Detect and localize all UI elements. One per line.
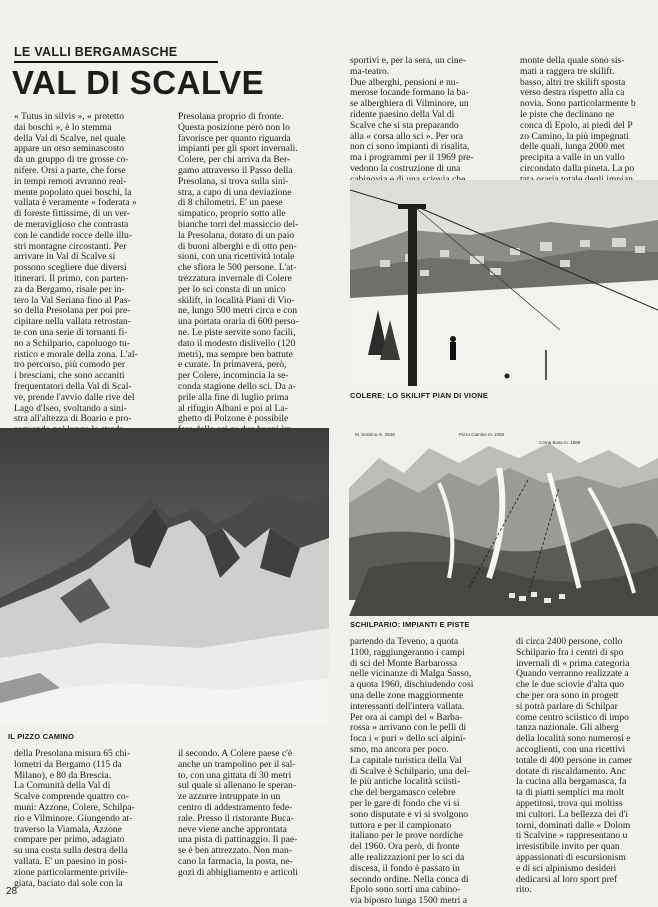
schilpario-map <box>349 428 658 616</box>
pizzo-camino-photo <box>0 428 329 725</box>
page-number: 28 <box>6 886 18 897</box>
text-column-4: monte della quale sono sis- mati a raggera tre skilift. basso, altri tre skilift sposta verso destra rispetto alla ca novia. Sono particolarmente b le piste che declinano ne conca di Epolo, ai piedi del P zo Camino, la più impegnati delle quali, lunga 2000 met precipita a valle in un vallo circondato dalla pineta. La po <box>520 55 636 174</box>
pizzo-camino-caption: IL PIZZO CAMINO <box>8 732 75 741</box>
kicker-rule <box>14 61 218 63</box>
map-label-corna-busa: Corna Busa m. 1869 <box>539 440 581 445</box>
map-label-sossino: M. Sossino m. 2548 <box>355 432 395 437</box>
article-title: VAL DI SCALVE <box>12 64 265 101</box>
skilift-caption: COLERE: LO SKILIFT PIAN DI VIONE <box>350 391 489 400</box>
text-column-1: « Tutus in silvis », « protetto dai boschi », è lo stemma della Val di Scalve, nel quale appare un orso seminascosto da un gruppo di tre grosse co- nifere. Orsi a parte, che forse in tempi remoti avranno real- mente popolato quei boschi, la vallata è veramente « foderata » di foreste fittissime, di un ver- de meraviglioso che contrasta con le candide rocce delle illu- stri montagne circostanti. Per arrivare in Val di Scalve si possono scegliere due diversi itinerari. Il primo, con parten- za da Bergamo, risale per in- tero la Val Seriana fino al Pas- so della Presolana per poi pre- cipitare nella vallata retrostan- te con una serie di tornanti fi- no a Schilpario, capoluogo tu- ristico e morale della zona. L'al- tro percorso, più comodo per i bresciani, che sono accaniti frequentatori della Val di Scal- ve, prende l'avvio dalle rive del Lago d'Iseo, svoltando a sini- stra all'altezza di Boario e pro- <box>14 111 138 425</box>
schilpario-caption: SCHILPARIO: IMPIANTI E PISTE <box>350 620 470 629</box>
text-column-3: sportivi e, per la sera, un cine- ma-teatro. Due alberghi, pensioni e nu- merose locande formano la ba- se alberghiera di Vilminore, un ridente paesino della Val di Scalve che si sta preparando alla « corsa allo sci ». Per ora non ci sono impianti di risalita, ma i programmi per il 1969 pre- vedono la costruzione di una <box>350 55 474 174</box>
text-column-2: Presolana proprio di fronte. Questa posizione però non lo favorisce per quanto riguarda impianti per gli sport invernali. Colere, per chi arriva da Ber- gamo attraverso il Passo della Presolana, si trova sulla sini- stra, a capo di una deviazione di 8 chilometri. E' un paese simpatico, proprio sotto alle bianche torri del massiccio del- la Presolana, dotato di un paio di buoni alberghi e di otto pen- sioni, con una ricettività totale che sfiora le 500 persone. L'at- trezzatura invernale di Colere per lo sci consta di un unico skilift, in località Piani di Vio- ne, lungo 500 metri circa e con una portata oraria di 600 perso- ne. Le piste servite sono facili, dato il modesto dislivello (120 metri), ma sempre ben battute e curate. In primavera, però, per Colere, incomincia la se- conda stagione dello sci. Da a- prile alla fine di luglio prima al rifugio Albani e poi al La- ghetto di Polzone è possibile <box>178 111 299 425</box>
section-kicker: LE VALLI BERGAMASCHE <box>14 45 178 59</box>
map-label-pizzo-camino: Pizzo Camino m. 2492 <box>459 432 505 437</box>
skilift-photo <box>350 180 658 388</box>
text-column-5: della Presolana misura 65 chi- lometri da Bergamo (115 da Milano), e 80 da Brescia. La Comunità della Val di Scalve comprende quattro co- muni: Azzone, Colere, Schilpa- rio e Vilminore. Giungendo at- traverso la Viamala, Azzone compare per primo, adagiato su una costa sulla destra della vallata. E' un paesino in posi- zione particolarmente privile- giata, baciato dal sole con la <box>14 748 135 889</box>
text-column-6: il secondo. A Colere paese c'è anche un trampolino per il sal- to, con una gittata di 30 metri sul quale si allenano le speran- ze azzurre intruppate in un centro di addestramento fede- rale. Presso il ristorante Bucа- neve viene anche approntata una pista di pattinaggio. Il pae- se è ben attrezzato. Non man- cano la farmacia, la posta, ne- gozi di abbigliamento e articoli <box>178 748 298 878</box>
text-column-7: partendo da Teveno, a quota 1100, raggiungeranno i campi di sci del Monte Barbarossa nelle vicinanze di Malga Sasso, a quota 1960, dischiudendo così una delle zone maggiormente interessanti dell'intera vallata. Per ora ai campi del « Barba- rossa » arrivano con le pelli di foca i « puri » dello sci alpini- smo, ma ancora per poco. La capitale turistica della Val di Scalve è Schilpario, una del- le più antiche località sciisti- che del bergamasco celebre per le gare di fondo che vi si sono disputate e vi si svolgono tuttora e per il campionato italiano per le prove nordiche del 1960. Ora però, di fronte alle realizzazioni per lo sci da discesa, il fondo è passato in secondo ordine. Nella conca di Epolo sono sorti una cabino- via biposto lunga 1500 metri a <box>350 636 474 907</box>
text-column-8: di circa 2400 persone, collo Schilpario fra i centri di spo invernali di « prima categoria Quando verranno realizzate a che le due sciovie d'alta quo che per ora sono in progett si potrà parlare di Schilpar come centro sciistico di impo tanza nazionale. Gli alberg della località sono numerosi e accoglienti, con una ricettivi totale di 400 persone in camer dotate di riscaldamento. Anc la cucina alla bergamasca, fa ta di piatti semplici ma molt appetitosi, trova qui moltiss mi cultori. La bellezza dei d'i torni, dominati dalle « Dolom ti Scalvine » rappresentano u irresistibile invito per quan appassionati di escursionism e di sci alpinismo desideri dedicarsi al loro sport pref rito. <box>516 636 632 896</box>
